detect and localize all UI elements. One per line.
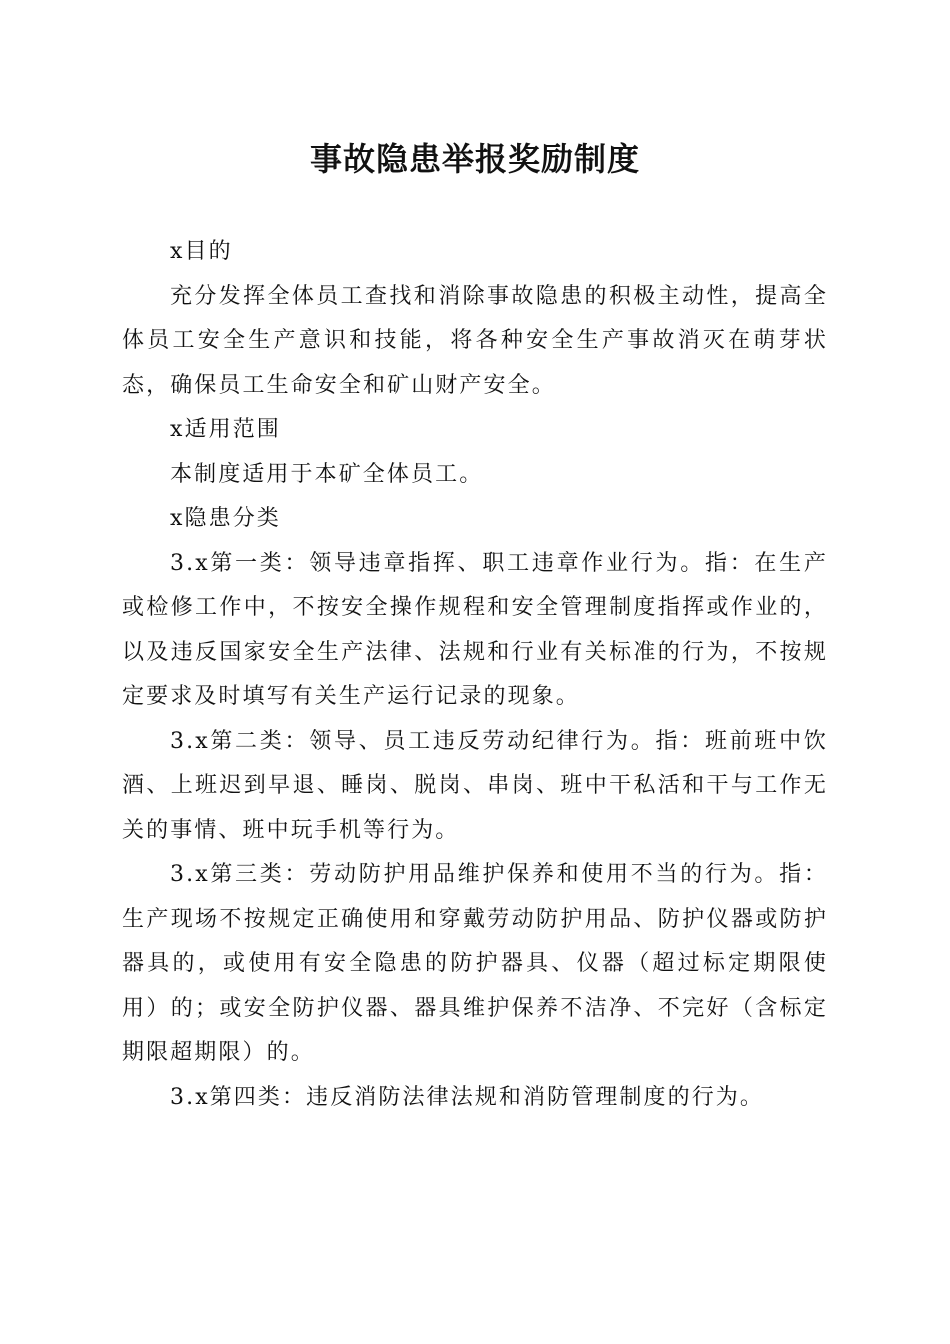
paragraph-category-3: 3.x第三类：劳动防护用品维护保养和使用不当的行为。指：生产现场不按规定正确使用和穿戴劳动防护用品、防护仪器或防护器具的，或使用有安全隐患的防护器具、仪器（超过标定期限使用）的；或安全防护仪器、器具维护保养不洁净、不完好（含标定期限超期限）的。 [122,862,828,1065]
paragraph-category-4: 3.x第四类：违反消防法律法规和消防管理制度的行为。 [170,1084,764,1110]
paragraph-purpose: 充分发挥全体员工查找和消除事故隐患的积极主动性，提高全体员工安全生产意识和技能，将各种安全生产事故消灭在萌芽状态，确保员工生命安全和矿山财产安全。 [122,283,828,398]
section-heading-scope: x适用范围 [170,417,281,442]
section-heading-classification: x隐患分类 [170,506,281,531]
paragraph-scope: 本制度适用于本矿全体员工。 [170,461,484,487]
paragraph-category-2: 3.x第二类：领导、员工违反劳动纪律行为。指：班前班中饮酒、上班迟到早退、睡岗、脱岗、串岗、班中干私活和干与工作无关的事情、班中玩手机等行为。 [122,728,828,843]
document-title: 事故隐患举报奖励制度 [309,140,640,178]
document-body [122,230,828,1120]
paragraph-category-1: 3.x第一类：领导违章指挥、职工违章作业行为。指：在生产或检修工作中，不按安全操作规程和安全管理制度指挥或作业的，以及违反国家安全生产法律、法规和行业有关标准的行为，不按规定要求及时填写有关生产运行记录的现象。 [122,550,828,709]
section-heading-purpose: x目的 [170,239,233,264]
